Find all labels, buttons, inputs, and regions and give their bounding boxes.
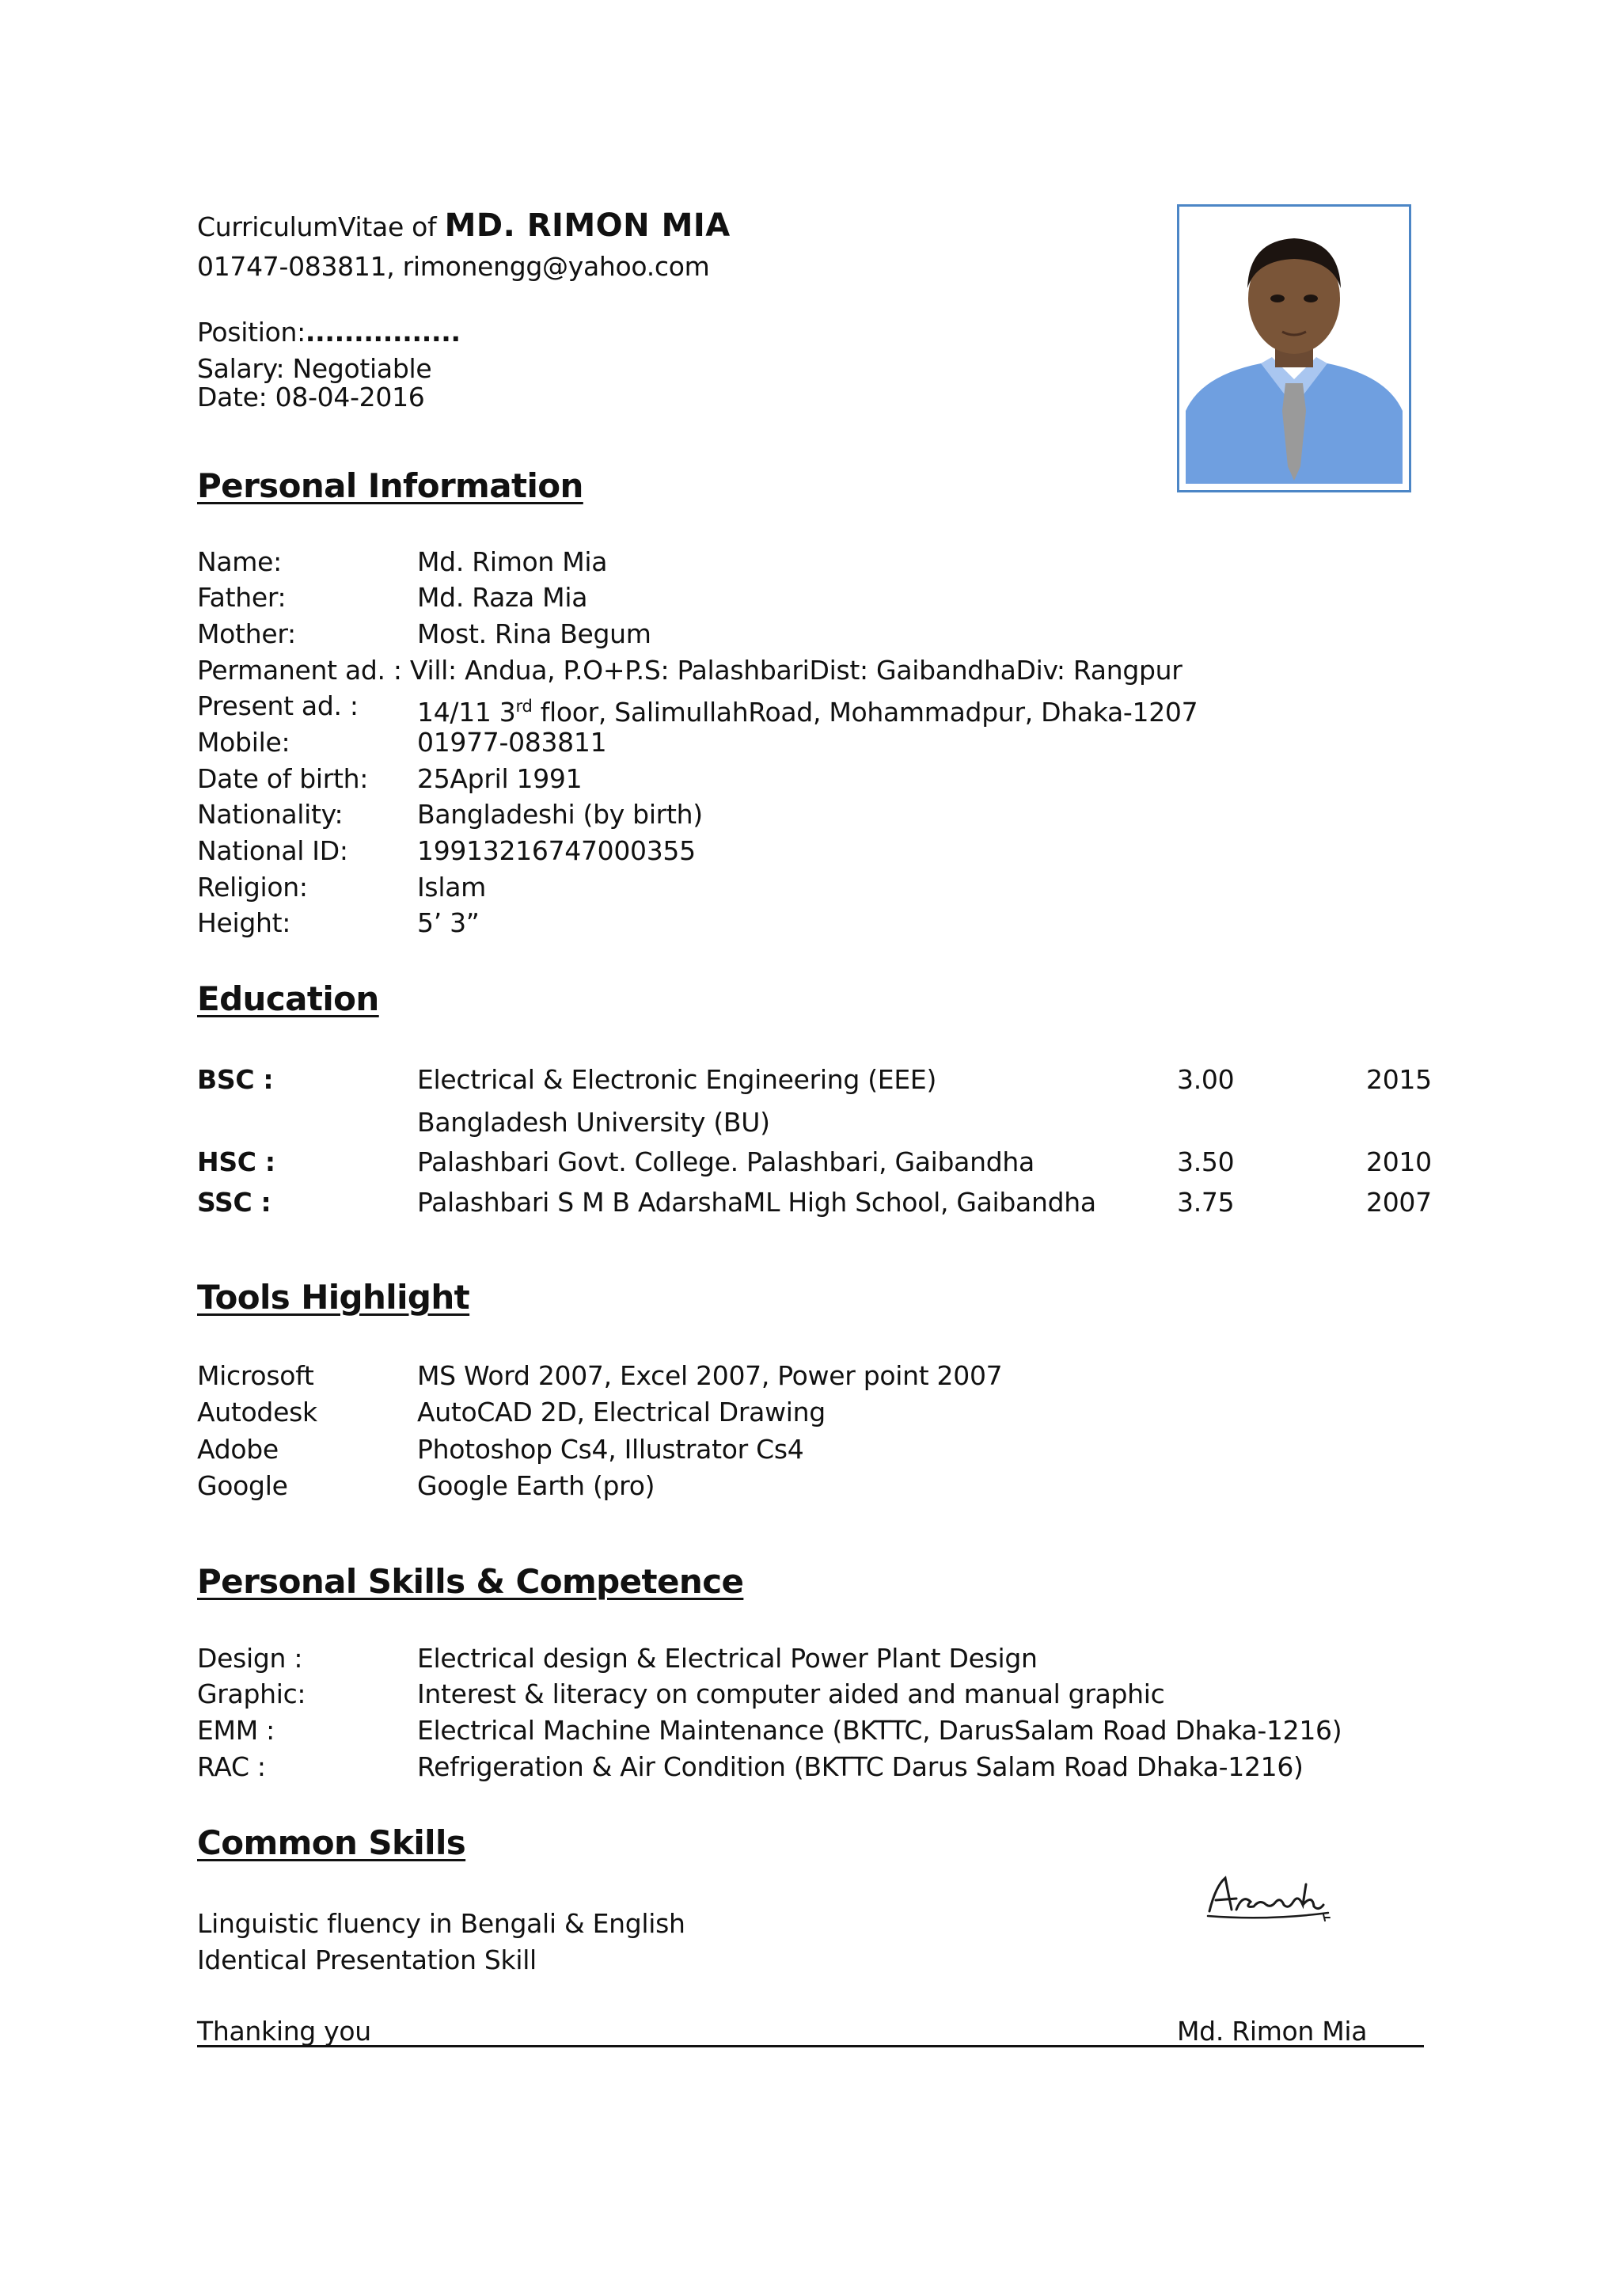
date-line: Date: 08-04-2016: [197, 382, 425, 412]
mobile-value: 01977-083811: [417, 727, 607, 758]
tools-heading: Tools Highlight: [197, 1278, 470, 1317]
common-skill-1: Linguistic fluency in Bengali & English: [197, 1908, 685, 1939]
mother-label: Mother:: [197, 618, 296, 649]
height-label: Height:: [197, 907, 291, 938]
contact-line: 01747-083811, rimonengg@yahoo.com: [197, 251, 710, 282]
bsc-year: 2015: [1366, 1064, 1432, 1095]
skill-graphic-value: Interest & literacy on computer aided and manual graphic: [417, 1678, 1165, 1709]
name-value: Md. Rimon Mia: [417, 546, 608, 577]
skills-heading: Personal Skills & Competence: [197, 1562, 744, 1601]
ssc-label: SSC :: [197, 1187, 271, 1218]
skill-design-label: Design :: [197, 1643, 303, 1674]
mother-value: Most. Rina Begum: [417, 618, 651, 649]
height-value: 5’ 3”: [417, 907, 480, 938]
hsc-label: HSC :: [197, 1146, 275, 1177]
nid-value: 19913216747000355: [417, 835, 696, 866]
skill-graphic-label: Graphic:: [197, 1678, 306, 1709]
signature-image: [1205, 1870, 1339, 1929]
education-heading: Education: [197, 979, 379, 1018]
position-value: ................: [305, 317, 461, 348]
footer-divider: [197, 2045, 1424, 2047]
skill-rac-label: RAC :: [197, 1751, 266, 1782]
mobile-label: Mobile:: [197, 727, 290, 758]
ssc-gpa: 3.75: [1177, 1187, 1235, 1218]
dob-label: Date of birth:: [197, 763, 369, 794]
ssc-institute: Palashbari S M B AdarshaML High School, Gaibandha: [417, 1187, 1096, 1218]
hsc-year: 2010: [1366, 1146, 1432, 1177]
father-label: Father:: [197, 582, 287, 613]
position-label: Position:: [197, 317, 306, 348]
skill-emm-value: Electrical Machine Maintenance (BKTTC, DarusSalam Road Dhaka-1216): [417, 1715, 1342, 1746]
person-portrait-icon: [1186, 213, 1403, 484]
bsc-institute: Bangladesh University (BU): [417, 1107, 770, 1138]
tool-google-value: Google Earth (pro): [417, 1470, 655, 1501]
present-address-sup: rd: [515, 697, 533, 716]
tool-adobe-value: Photoshop Cs4, Illustrator Cs4: [417, 1434, 804, 1465]
name-label: Name:: [197, 546, 282, 577]
profile-photo: [1177, 204, 1411, 492]
skill-rac-value: Refrigeration & Air Condition (BKTTC Darus Salam Road Dhaka-1216): [417, 1751, 1304, 1782]
skill-design-value: Electrical design & Electrical Power Plant Design: [417, 1643, 1038, 1674]
cv-prefix: CurriculumVitae of: [197, 211, 437, 242]
tool-autodesk-label: Autodesk: [197, 1397, 317, 1427]
candidate-name: MD. RIMON MIA: [444, 207, 731, 244]
bsc-gpa: 3.00: [1177, 1064, 1235, 1095]
tool-microsoft-label: Microsoft: [197, 1360, 314, 1391]
salary-line: Salary: Negotiable: [197, 353, 432, 384]
religion-label: Religion:: [197, 872, 308, 903]
dob-value: 25April 1991: [417, 763, 583, 794]
tool-adobe-label: Adobe: [197, 1434, 279, 1465]
nationality-value: Bangladeshi (by birth): [417, 799, 703, 830]
permanent-address: Permanent ad. : Vill: Andua, P.O+P.S: PalashbariDist: GaibandhaDiv: Rangpur: [197, 655, 1183, 686]
skill-emm-label: EMM :: [197, 1715, 275, 1746]
religion-value: Islam: [417, 872, 486, 903]
tool-microsoft-value: MS Word 2007, Excel 2007, Power point 2007: [417, 1360, 1003, 1391]
present-address-part2: floor, SalimullahRoad, Mohammadpur, Dhaka-1207: [532, 697, 1198, 728]
ssc-year: 2007: [1366, 1187, 1432, 1218]
common-skills-heading: Common Skills: [197, 1823, 466, 1862]
tool-google-label: Google: [197, 1470, 288, 1501]
present-address-value: [417, 690, 1198, 728]
thanks-text: Thanking you: [197, 2016, 371, 2047]
common-skill-2: Identical Presentation Skill: [197, 1944, 537, 1975]
bsc-subject: Electrical & Electronic Engineering (EEE): [417, 1064, 937, 1095]
present-address-label: Present ad. :: [197, 690, 359, 721]
position-line: [197, 317, 461, 348]
nationality-label: Nationality:: [197, 799, 344, 830]
hsc-gpa: 3.50: [1177, 1146, 1235, 1177]
handwritten-signature-icon: [1205, 1870, 1339, 1925]
cv-title: [197, 207, 731, 245]
personal-info-heading: Personal Information: [197, 466, 583, 505]
father-value: Md. Raza Mia: [417, 582, 588, 613]
tool-autodesk-value: AutoCAD 2D, Electrical Drawing: [417, 1397, 826, 1427]
present-address-part1: 14/11 3: [417, 697, 516, 728]
nid-label: National ID:: [197, 835, 348, 866]
hsc-institute: Palashbari Govt. College. Palashbari, Gaibandha: [417, 1146, 1034, 1177]
bsc-label: BSC :: [197, 1064, 274, 1095]
signer-name: Md. Rimon Mia: [1177, 2016, 1368, 2047]
